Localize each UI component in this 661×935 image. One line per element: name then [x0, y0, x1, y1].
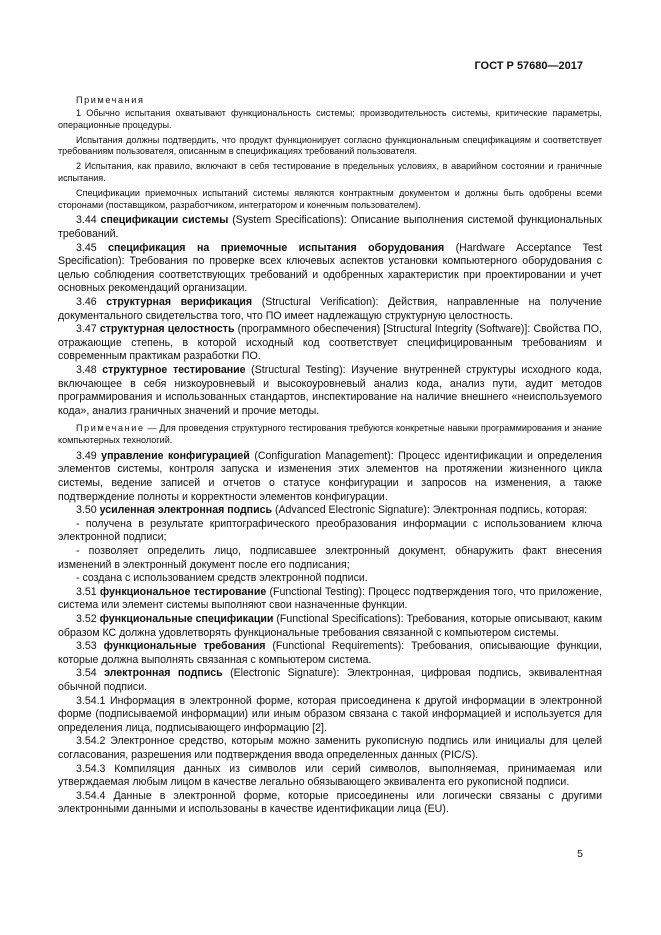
note-structural-testing: Примечание — Для проведения структурного тестирования требуются конкретные навыки программирования и знание компьютерных технологий.: [58, 423, 602, 446]
note-item: Испытания должны подтвердить, что продукт функционирует согласно функциональным спецификациям и соответствует требованиям пользователя, описанным в спецификациях требований пользователя.: [58, 134, 602, 157]
term-3-53: 3.53 функциональные требования (Functional Requirements): Требования, описывающие функции, которые должна выполнять связанная с компьютером система.: [58, 640, 602, 666]
term-3-48: 3.48 структурное тестирование (Structural Testing): Изучение внутренней структуры исходного кода, включающее в себя низкоуровневый и высокоуровневый анализ кода, анализ пути, аудит методов программирования и использованных стандартов, инспектирование на наличие внешнего «неиспользуемого кода», анализ граничных значений и прочие методы.: [58, 363, 602, 417]
term-3-44: 3.44 спецификации системы (System Specifications): Описание выполнения системой функциональных требований.: [58, 214, 602, 240]
note-item: Спецификации приемочных испытаний системы являются контрактным документом и должны быть одобрены всеми сторонами (поставщиком, разработчиком, интегратором и конечным пользователем).: [58, 187, 602, 210]
term-title: функциональные спецификации: [99, 613, 274, 625]
notes-title: Примечания: [76, 95, 145, 105]
list-item: - создана с использованием средств электронной подписи.: [76, 572, 368, 585]
term-title: спецификации системы: [100, 214, 229, 227]
term-3-54: 3.54 электронная подпись (Electronic Signature): Электронная, цифровая подпись, эквивалентная обычной подписи.: [58, 667, 602, 693]
term-title: управление конфигурацией: [101, 449, 250, 462]
subterm-3-54-3: 3.54.3 Компиляция данных из символов или серий символов, выполняемая, принимаемая или утверждаемая любым лицом в качестве легально обязывающего эквивалента его рукописной подписи.: [58, 762, 602, 789]
note-label: Примечание: [76, 423, 145, 434]
page-content: [58, 94, 602, 817]
term-title: усиленная электронная подпись: [99, 504, 272, 517]
term-title: структурная целостность: [99, 323, 235, 336]
term-3-52: 3.52 функциональные спецификации (Functional Specifications): Требования, которые описывают, каким образом КС должна удовлетворять функциональные требования связанной с компьютером системы.: [58, 613, 602, 639]
term-title: структурная верификация: [106, 295, 253, 308]
term-title: функциональные требования: [103, 640, 266, 653]
term-3-50: 3.50 усиленная электронная подпись (Advanced Electronic Signature): Электронная подпись, которая:: [76, 504, 588, 517]
note-item: 1 Обычно испытания охватывают функциональность системы; производительность системы, критические параметры, операционные процедуры.: [58, 108, 602, 130]
subterm-3-54-1: 3.54.1 Информация в электронной форме, которая присоединена к другой информации в электронной форме (подписываемой информации) или иным образом связана с такой информацией и используется для определения лица, подписывающего информацию [2].: [58, 694, 602, 734]
note-item: 2 Испытания, как правило, включают в себя тестирование в предельных условиях, в аварийном состоянии и граничные испытания.: [58, 161, 602, 183]
term-title: функциональное тестирование: [99, 585, 267, 598]
subterm-3-54-2: 3.54.2 Электронное средство, которым можно заменить рукописную подпись или инициалы для целей согласования, разрешения или подтверждения ввода определенных данных (PIC/S).: [58, 735, 602, 761]
term-3-51: 3.51 функциональное тестирование (Functional Testing): Процесс подтверждения того, что приложение, система или элемент системы выполняют свои назначенные функции.: [58, 585, 602, 612]
term-3-47: 3.47 структурная целостность (программного обеспечения) [Structural Integrity (Software)]: Свойства ПО, отражающие степень, в которой исходный код соответствует специфицированным требованиям и современным практикам разработки ПО.: [58, 323, 602, 363]
term-title: спецификация на приемочные испытания оборудования: [108, 241, 445, 254]
term-title: структурное тестирование: [102, 363, 246, 376]
list-item: - получена в результате криптографического преобразования информации с использованием ключа электронной подписи;: [58, 517, 602, 544]
term-3-45: 3.45 спецификация на приемочные испытания оборудования (Hardware Acceptance Test Specification): Требования по проверке всех ключевых аспектов установки компьютерного оборудования с целью соблюдения соответствующих требований и одобренных характеристик при проектировании и учет основных рекомендаций организации.: [58, 241, 602, 295]
term-title: электронная подпись: [104, 667, 223, 680]
term-3-46: 3.46 структурная верификация (Structural Verification): Действия, направленные на получение документального свидетельства того, что ПО имеет надлежащую структурную целостность.: [58, 295, 602, 322]
page-number: 5: [577, 848, 583, 860]
term-3-49: 3.49 управление конфигурацией (Configuration Management): Процесс идентификации и определения элементов системы, контроля запуска и изменения этих элементов на протяжении жизненного цикла системы, ведение записей и отчетов о статусе конфигурации и запросов на изменения, а также подтверждение полноты и корректности элементов конфигурации.: [58, 449, 602, 503]
subterm-3-54-4: 3.54.4 Данные в электронной форме, которые присоединены или логически связаны с другими электронными данными и использованы в качестве идентификации лица (EU).: [58, 789, 602, 816]
standard-header: ГОСТ Р 57680—2017: [474, 60, 583, 72]
list-item: - позволяет определить лицо, подписавшее электронный документ, обнаружить факт внесения изменений в электронный документ после его подписания;: [58, 545, 602, 571]
